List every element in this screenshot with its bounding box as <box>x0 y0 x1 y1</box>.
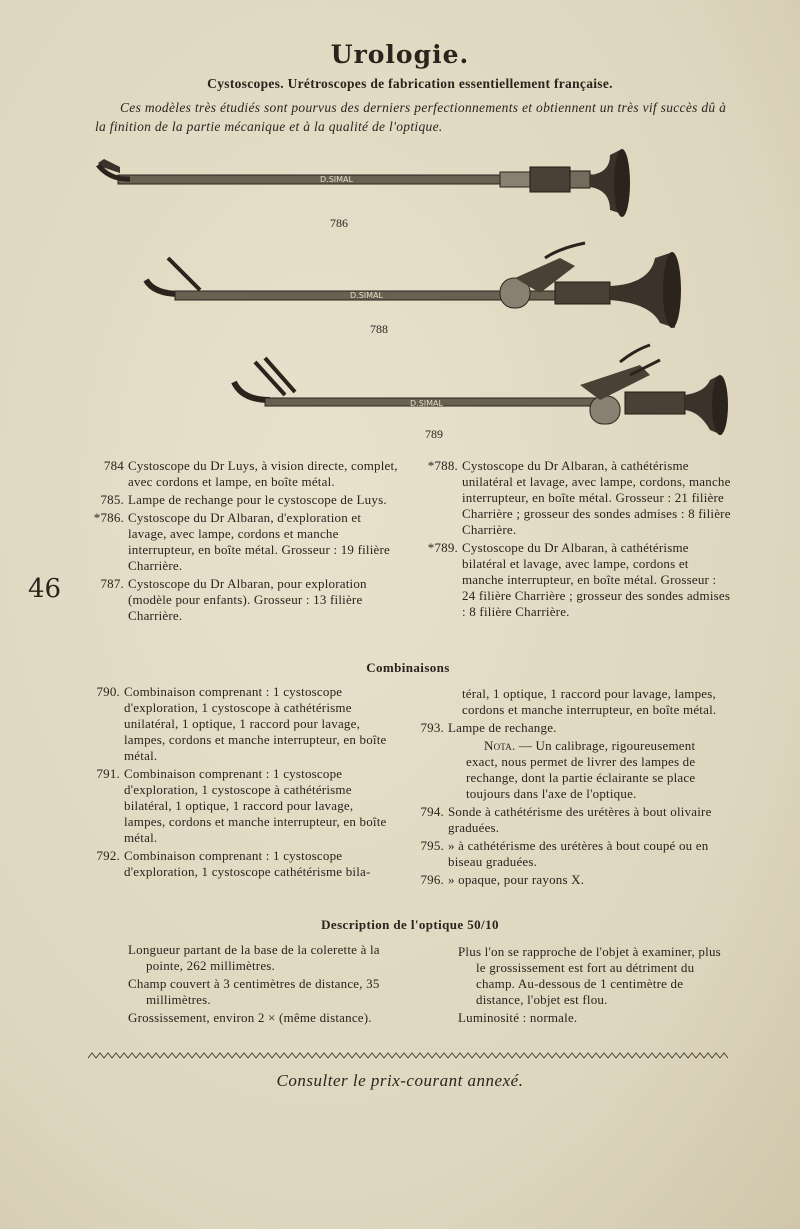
brand-engraving-789: D.SIMAL <box>410 399 443 408</box>
cystoscope-789-illustration <box>230 340 730 445</box>
list-item: 787. Cystoscope du Dr Albaran, pour exploration (modèle pour enfants). Grosseur : 13 filière Charrière. <box>100 576 367 623</box>
items-left-column <box>93 458 400 626</box>
page-number: 46 <box>28 574 62 604</box>
cystoscope-786-illustration <box>90 145 640 240</box>
spec-line: Champ couvert à 3 centimètres de distance, 35 millimètres. <box>128 976 380 1007</box>
footer-note: Consulter le prix-courant annexé. <box>276 1071 524 1090</box>
figure-label-786: 786 <box>330 216 348 230</box>
intro-paragraph: Ces modèles très étudiés sont pourvus des derniers perfectionnements et obtiennent un très vif succès dû à la finition de la partie mécanique et à la qualité de l'optique. <box>95 100 727 134</box>
cystoscope-788-illustration <box>140 238 700 343</box>
brand-engraving-786: D.SIMAL <box>320 175 353 184</box>
spec-line: Plus l'on se rapproche de l'objet à examiner, plus le grossissement est fort au détriment du champ. Au-dessous de 1 centimètre de distance, l'objet est flou. <box>458 944 721 1007</box>
list-item: 792. Combinaison comprenant : 1 cystoscope d'exploration, 1 cystoscope cathétérisme bila- <box>96 848 371 879</box>
figure-label-788: 788 <box>370 322 388 336</box>
list-item: 796. » opaque, pour rayons X. <box>420 872 585 887</box>
description-heading: Description de l'optique 50/10 <box>321 917 499 932</box>
list-item: *788. Cystoscope du Dr Albaran, à cathétérisme unilatéral et lavage, avec lampe, cordons, manche interrupteur, en boîte métal. Grosseur : 21 filière Charrière ; grosseur des sondes admises : 8 filière Charrière. <box>427 458 731 537</box>
spec-line: Luminosité : normale. <box>458 1010 578 1025</box>
list-item: 790. Combinaison comprenant : 1 cystoscope d'exploration, 1 cystoscope à cathétérisme unilatéral, 1 optique, 1 raccord pour lavage, lampes, cordons et manche interrupteur, en boîte métal. <box>96 684 387 763</box>
list-item: 795. » à cathétérisme des urétères à bout coupé ou en biseau graduées. <box>420 838 709 869</box>
list-item: *786. Cystoscope du Dr Albaran, d'exploration et lavage, avec lampe, cordons et manche interrupteur, en boîte métal. Grosseur : 19 filière Charrière. <box>93 510 391 573</box>
page-title: Urologie. <box>330 40 470 69</box>
spec-line: Grossissement, environ 2 × (même distance). <box>128 1010 372 1025</box>
combinaisons-heading: Combinaisons <box>366 660 450 675</box>
wavy-divider <box>88 1052 728 1060</box>
combinaisons-right-column <box>420 686 730 890</box>
items-right-column <box>427 458 732 622</box>
list-item: 784 Cystoscope du Dr Luys, à vision directe, complet, avec cordons et lampe, en boîte métal. <box>103 458 398 489</box>
description-right-column <box>458 944 730 1028</box>
description-left-column <box>128 942 400 1028</box>
page-subtitle: Cystoscopes. Urétroscopes de fabrication essentiellement française. <box>207 76 613 91</box>
list-item: 785. Lampe de rechange pour le cystoscope de Luys. <box>100 492 387 507</box>
list-item: 791. Combinaison comprenant : 1 cystoscope d'exploration, 1 cystoscope à cathétérisme bilatéral, 1 optique, 1 raccord pour lavage, lampes, cordons et manche interrupteur, en boîte métal. <box>96 766 387 845</box>
figure-label-789: 789 <box>425 427 443 441</box>
combinaison-792-continuation: téral, 1 optique, 1 raccord pour lavage, lampes, cordons et manche interrupteur, en boîte métal. <box>462 686 717 717</box>
combinaisons-left-column <box>96 684 396 882</box>
list-item: 793. Lampe de rechange. <box>420 720 557 735</box>
list-item: 794. Sonde à cathétérisme des urétères à bout olivaire graduées. <box>420 804 712 835</box>
spec-line: Longueur partant de la base de la colerette à la pointe, 262 millimètres. <box>128 942 380 973</box>
brand-engraving-788: D.SIMAL <box>350 291 383 300</box>
list-item: *789. Cystoscope du Dr Albaran, à cathétérisme bilatéral et lavage, avec lampe, cordons et manche interrupteur, en boîte métal. Grosseur : 24 filière Charrière ; grosseur des sondes admises : 8 filière Charrière. <box>427 540 731 619</box>
nota-note: Nota. — Un calibrage, rigoureusement exact, nous permet de livrer des lampes de rechange, dont la partie éclairante se place toujours dans l'axe de l'optique. <box>466 738 696 801</box>
